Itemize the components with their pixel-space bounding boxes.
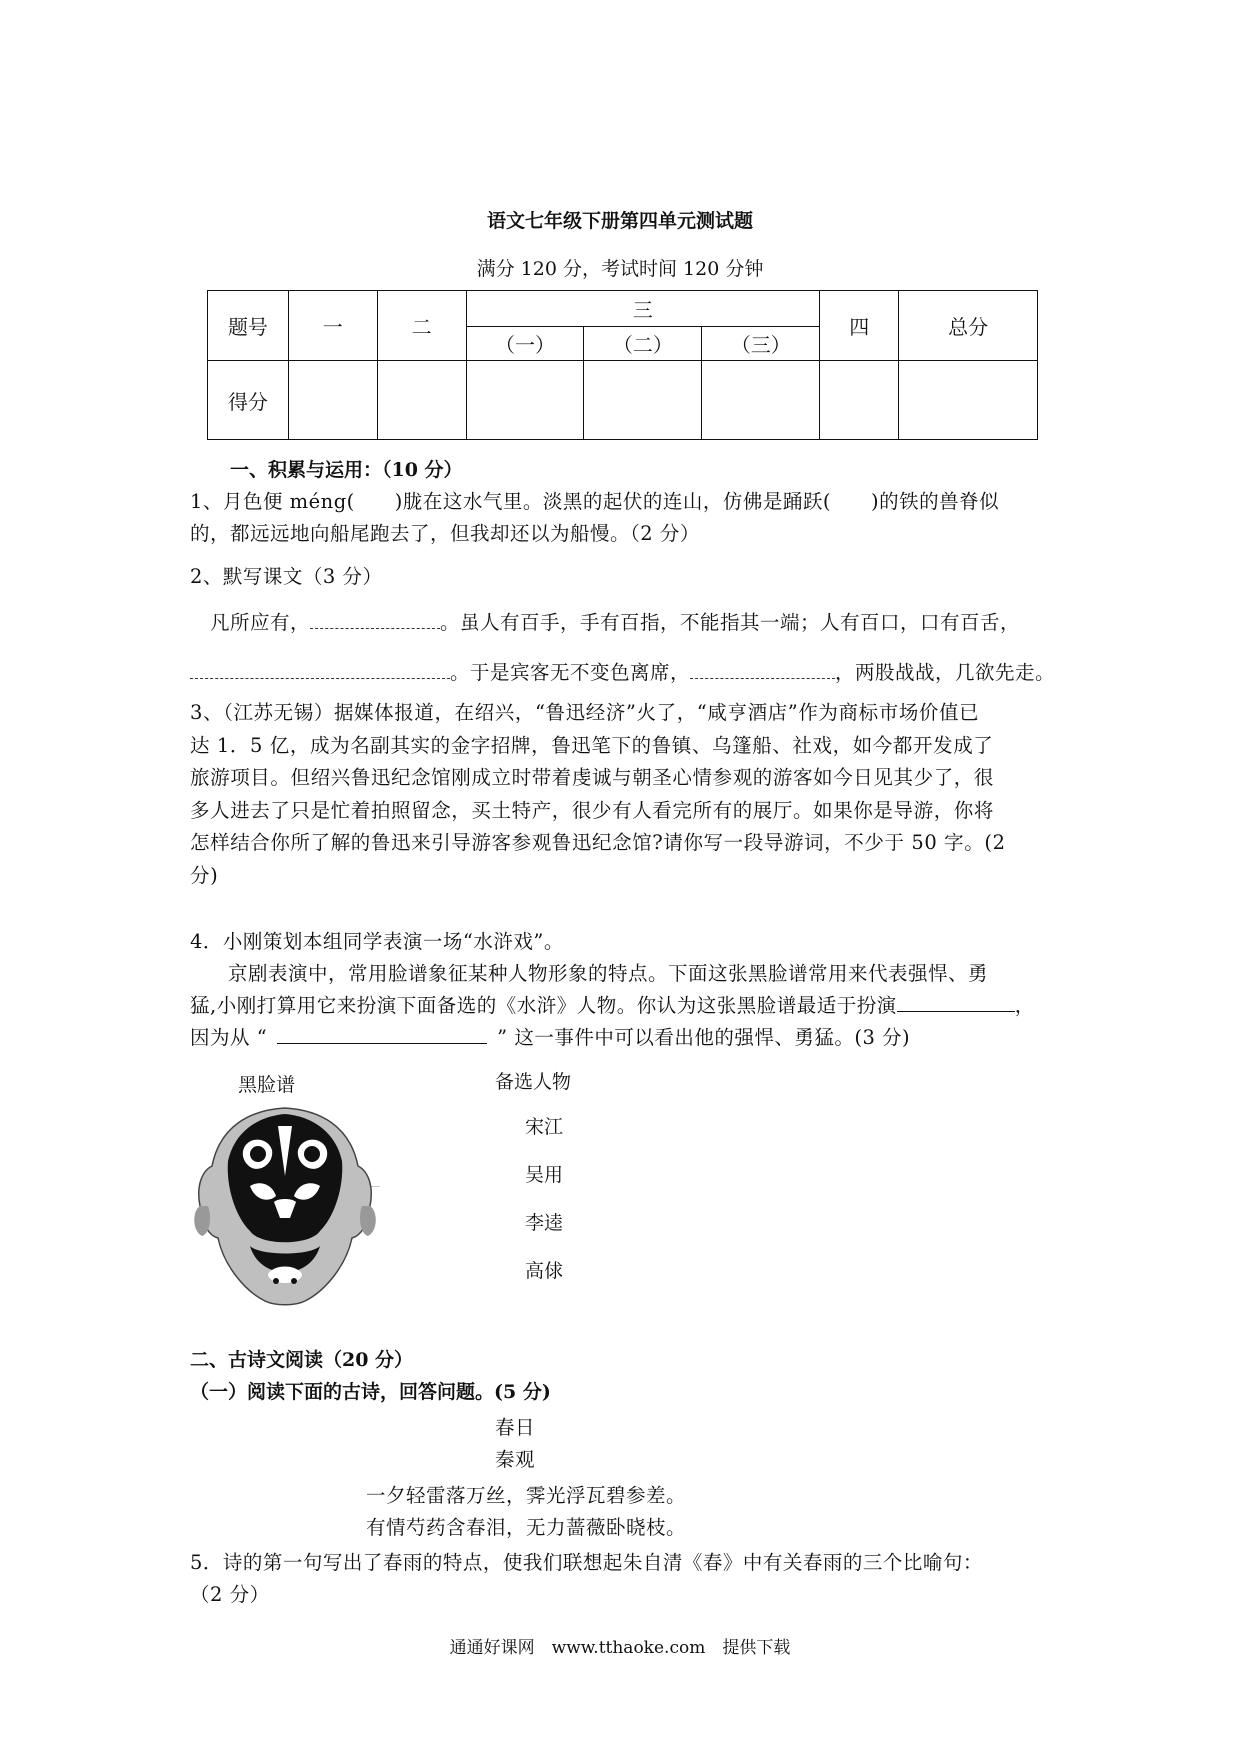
score-col-2: 二 [377, 291, 466, 361]
score-cell[interactable] [377, 361, 466, 440]
question-3-line: 分) [190, 863, 219, 887]
question-2-heading: 2、默写课文（3 分） [190, 565, 383, 588]
score-col-3: 三 [466, 291, 820, 327]
score-cell[interactable] [584, 361, 702, 440]
page-subtitle: 满分 120 分，考试时间 120 分钟 [476, 258, 764, 280]
q2-text-a: 凡所应有， [210, 611, 311, 634]
poem-author: 秦观 [495, 1448, 536, 1471]
question-1-line-2: 的，都远远地向船尾跑去了，但我却还以为船慢。（2 分） [190, 522, 700, 545]
option-gao-qiu: 高俅 [525, 1260, 564, 1282]
question-2-line-1 [210, 607, 1020, 635]
question-3-line: 达 1．5 亿，成为名副其实的金字招牌，鲁迅笔下的鲁镇、乌篷船、社戏，如今都开发成了 [190, 733, 994, 757]
section-2-sub-heading: （一）阅读下面的古诗，回答问题。(5 分) [190, 1381, 551, 1403]
question-5-line-2: （2 分） [190, 1583, 270, 1606]
score-cell[interactable] [820, 361, 899, 440]
answer-blank[interactable] [310, 612, 440, 629]
q2-text-c: 。于是宾客无不变色离席， [450, 661, 691, 684]
page-title: 语文七年级下册第四单元测试题 [486, 210, 753, 232]
q4-text-a: 猛,小刚打算用它来扮演下面备选的《水浒》人物。你认为这张黑脸谱最适于扮演 [190, 994, 897, 1017]
score-cell[interactable] [288, 361, 377, 440]
score-col-1: 一 [288, 291, 377, 361]
score-subcol-1: （一） [466, 327, 584, 361]
answer-blank[interactable] [690, 662, 835, 679]
q4-text-c: 因为从 “ [190, 1026, 268, 1049]
q4-text-b: ， [1014, 994, 1035, 1017]
black-face-mask-image [190, 1106, 380, 1311]
question-3-line: 多人进去了只是忙着拍照留念，买土特产，很少有人看完所有的展厅。如果你是导游，你将 [190, 798, 995, 822]
options-label: 备选人物 [495, 1071, 572, 1093]
poem-line-2: 有情芍药含春泪，无力蔷薇卧晓枝。 [366, 1516, 687, 1539]
score-subcol-2: （二） [584, 327, 702, 361]
question-2-line-2 [190, 657, 1055, 685]
answer-blank[interactable] [190, 662, 450, 679]
question-3 [190, 697, 1060, 892]
question-4-line-3 [190, 1022, 910, 1050]
score-cell[interactable] [466, 361, 584, 440]
answer-blank[interactable] [897, 993, 1015, 1012]
question-3-line: 怎样结合你所了解的鲁迅来引导游客参观鲁迅纪念馆?请你写一段导游词，不少于 50 字。(2 [190, 831, 1006, 854]
score-cell[interactable] [899, 361, 1038, 440]
score-row-label: 得分 [208, 361, 289, 440]
section-2-heading: 二、古诗文阅读（20 分） [190, 1349, 414, 1371]
question-5-line-1: 5．诗的第一句写出了春雨的特点，使我们联想起朱自清《春》中有关春雨的三个比喻句： [190, 1551, 983, 1574]
q2-text-d: ，两股战战，几欲先走。 [835, 661, 1056, 684]
question-4-line-2 [190, 990, 1035, 1018]
question-4-heading: 4．小刚策划本组同学表演一场“水浒戏”。 [190, 930, 564, 953]
option-li-kui: 李逵 [525, 1212, 564, 1234]
score-table [207, 290, 1038, 440]
score-col-total: 总分 [899, 291, 1038, 361]
score-table-header: 题号 [208, 291, 289, 361]
mask-label: 黑脸谱 [238, 1074, 296, 1096]
question-1-line-1: 1、月色便 méng( )胧在这水气里。淡黑的起伏的连山，仿佛是踊跃( )的铁的兽脊似 [190, 490, 1000, 513]
poem-line-1: 一夕轻雷落万丝，霁光浮瓦碧参差。 [366, 1484, 687, 1507]
answer-blank[interactable] [277, 1025, 487, 1044]
q2-text-b: 。虽人有百手，手有百指，不能指其一端；人有百口，口有百舌， [440, 611, 1021, 634]
question-4-line-1: 京剧表演中，常用脸谱象征某种人物形象的特点。下面这张黑脸谱常用来代表强悍、勇 [228, 962, 989, 985]
question-3-line: 3、（江苏无锡）据媒体报道，在绍兴，“鲁迅经济”火了，“咸亨酒店”作为商标市场价值已 [190, 701, 980, 724]
poem-title: 春日 [495, 1416, 536, 1439]
option-wu-yong: 吴用 [525, 1164, 564, 1186]
section-1-heading: 一、积累与运用：（10 分） [230, 459, 463, 481]
option-song-jiang: 宋江 [525, 1116, 564, 1138]
score-cell[interactable] [702, 361, 820, 440]
footer: 通通好课网 www.tthaoke.com 提供下载 [449, 1638, 791, 1658]
score-col-4: 四 [820, 291, 899, 361]
score-subcol-3: （三） [702, 327, 820, 361]
question-3-line: 旅游项目。但绍兴鲁迅纪念馆刚成立时带着虔诚与朝圣心情参观的游客如今日见其少了，很 [190, 766, 995, 789]
q4-text-d: ” 这一事件中可以看出他的强悍、勇猛。(3 分) [497, 1026, 911, 1049]
